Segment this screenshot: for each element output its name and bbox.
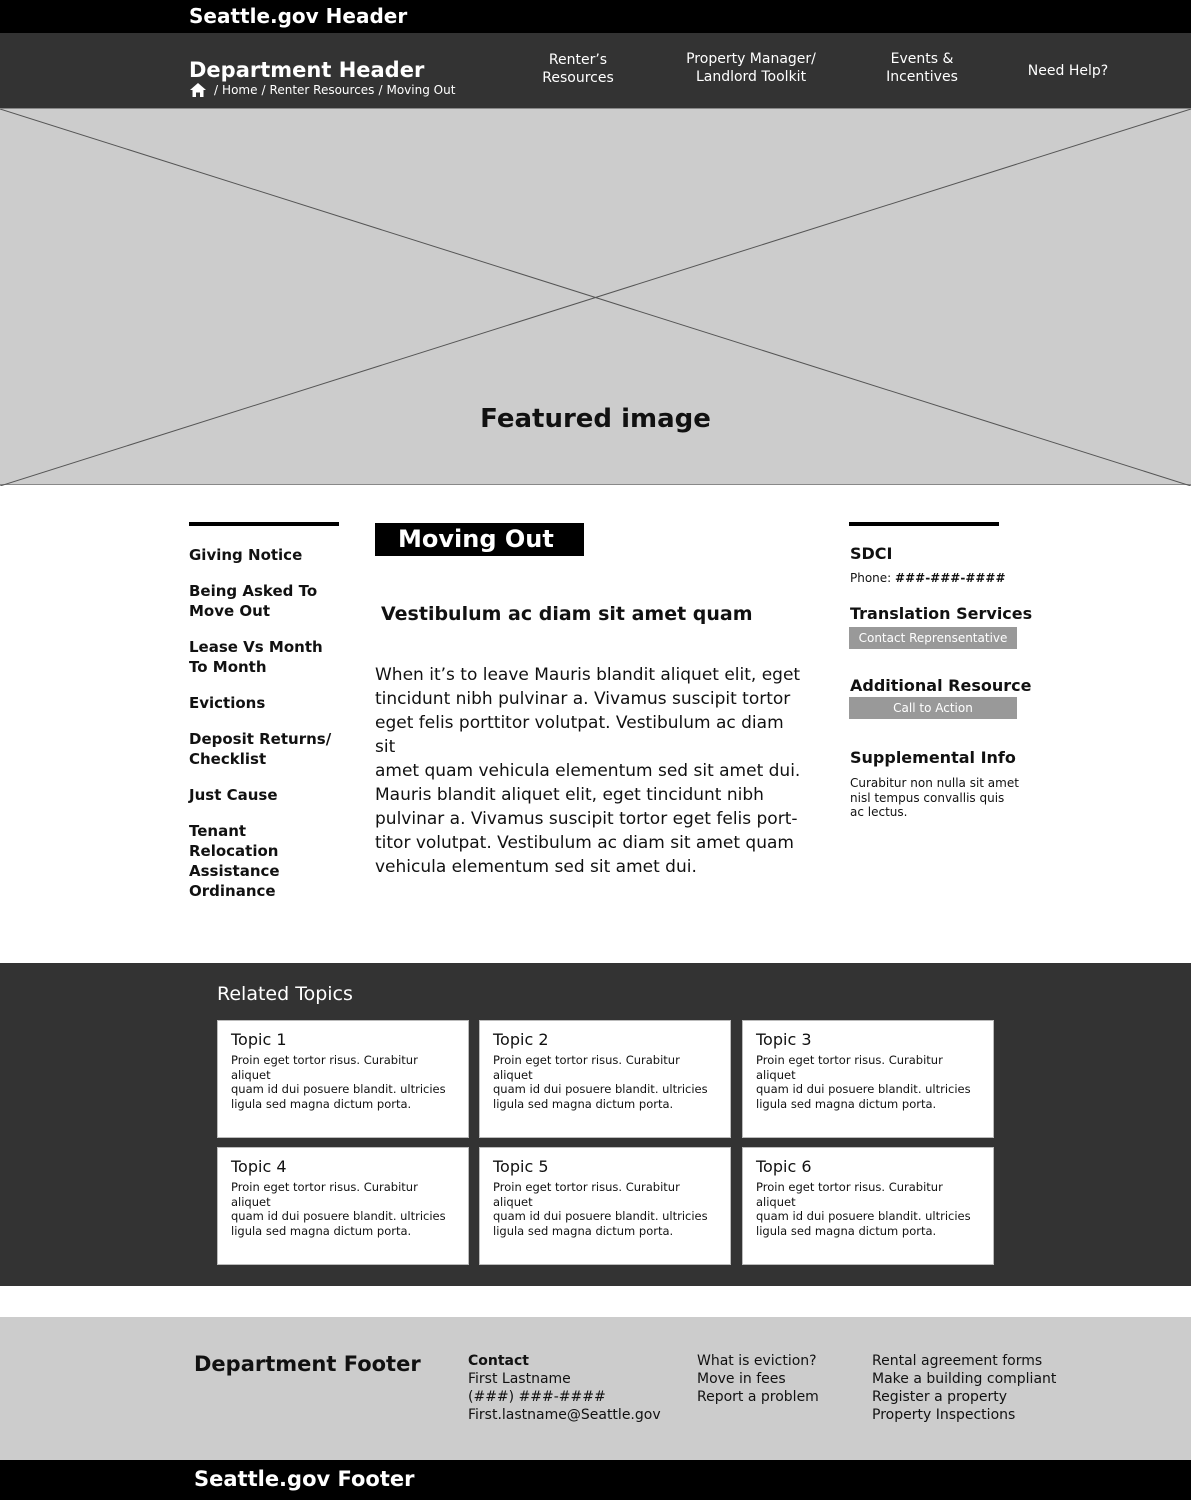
nav-events-incentives-line2: Incentives	[886, 69, 958, 85]
footer-link-register-property[interactable]: Register a property	[872, 1389, 1008, 1405]
nav-events-incentives-line1: Events &	[890, 51, 954, 67]
sidebar-phone	[850, 571, 1006, 585]
left-nav-label: Giving Notice	[189, 546, 303, 564]
left-nav-label: Assistance	[189, 862, 280, 880]
site-header-title[interactable]: Seattle.gov Header	[189, 4, 408, 28]
breadcrumb-current: Moving Out	[386, 83, 456, 97]
topic-card-body	[231, 1180, 455, 1238]
footer-contact	[468, 1352, 661, 1424]
topic-card-title: Topic 5	[493, 1157, 549, 1176]
topic-card-body	[493, 1180, 717, 1238]
nav-landlord-toolkit-line1: Property Manager/	[686, 51, 816, 67]
footer-links-1	[697, 1352, 819, 1406]
card-body-line: Proin eget tortor risus. Curabitur aliquet	[493, 1053, 680, 1082]
supplemental-line: nisl tempus convallis quis	[850, 790, 1005, 805]
card-body-line: ligula sed magna dictum porta.	[756, 1223, 937, 1238]
card-body-line: quam id dui posuere blandit. ultricies	[231, 1082, 446, 1096]
paragraph-line: tincidunt nibh pulvinar a. Vivamus suscipit tortor	[375, 689, 791, 709]
sidebar-divider	[849, 522, 999, 526]
left-nav-just-cause[interactable]	[189, 785, 339, 805]
footer-contact-heading: Contact	[468, 1353, 529, 1369]
left-nav-label: Lease Vs Month	[189, 638, 323, 656]
card-body-line: quam id dui posuere blandit. ultricies	[231, 1209, 446, 1223]
card-body-line: Proin eget tortor risus. Curabitur aliquet	[493, 1180, 680, 1209]
left-nav-label: To Month	[189, 658, 267, 676]
related-topics-title: Related Topics	[217, 983, 353, 1005]
card-body-line: ligula sed magna dictum porta.	[756, 1096, 937, 1111]
footer-contact-email[interactable]: First.lastname@Seattle.gov	[468, 1407, 661, 1423]
topic-card-4[interactable]	[217, 1147, 469, 1265]
breadcrumb: / Home / Renter Resources / Moving Out	[190, 83, 455, 97]
left-nav-lease-vs-month[interactable]	[189, 637, 339, 677]
paragraph-line: pulvinar a. Vivamus suscipit tortor eget felis port-	[375, 809, 798, 829]
sidebar-sdci-title: SDCI	[850, 544, 893, 563]
featured-image	[0, 108, 1191, 485]
contact-representative-button[interactable]: Contact Reprensentative	[849, 627, 1017, 649]
footer-contact-name: First Lastname	[468, 1371, 571, 1387]
card-body-line: Proin eget tortor risus. Curabitur aliquet	[756, 1180, 943, 1209]
related-topics	[0, 963, 1191, 1286]
paragraph-line: Mauris blandit aliquet elit, eget tincidunt nibh	[375, 785, 764, 805]
left-nav-label: Being Asked To	[189, 582, 318, 600]
site-footer	[0, 1460, 1191, 1500]
topic-card-body	[756, 1180, 980, 1238]
left-nav-tenant-relocation[interactable]	[189, 821, 339, 901]
left-nav-label: Move Out	[189, 602, 271, 620]
page-title: Moving Out	[375, 523, 584, 556]
topic-card-body	[756, 1053, 980, 1111]
nav-landlord-toolkit-line2: Landlord Toolkit	[695, 69, 807, 85]
card-body-line: ligula sed magna dictum porta.	[493, 1223, 674, 1238]
card-body-line: quam id dui posuere blandit. ultricies	[493, 1082, 708, 1096]
content-paragraph-1	[375, 663, 805, 783]
footer-link-building-compliant[interactable]: Make a building compliant	[872, 1371, 1057, 1387]
card-body-line: ligula sed magna dictum porta.	[231, 1096, 412, 1111]
topic-card-title: Topic 4	[231, 1157, 287, 1176]
paragraph-line: amet quam vehicula elementum sed sit amet dui.	[375, 761, 801, 781]
card-body-line: Proin eget tortor risus. Curabitur aliquet	[231, 1053, 418, 1082]
department-header	[0, 33, 1191, 108]
department-footer	[0, 1317, 1191, 1460]
nav-renters-resources-line1: Renter’s	[548, 52, 608, 68]
featured-image-caption: Featured image	[480, 404, 711, 434]
topic-card-6[interactable]	[742, 1147, 994, 1265]
left-nav-giving-notice[interactable]	[189, 545, 339, 565]
footer-link-what-is-eviction[interactable]: What is eviction?	[697, 1353, 817, 1369]
supplemental-line: Curabitur non nulla sit amet	[850, 776, 1019, 790]
card-body-line: Proin eget tortor risus. Curabitur aliquet	[756, 1053, 943, 1082]
paragraph-line: vehicula elementum sed sit amet dui.	[375, 857, 697, 877]
card-body-line: Proin eget tortor risus. Curabitur aliquet	[231, 1180, 418, 1209]
department-footer-title: Department Footer	[194, 1352, 421, 1376]
left-nav-evictions[interactable]	[189, 693, 339, 713]
nav-need-help-line1: Need Help?	[1027, 63, 1109, 79]
topic-card-3[interactable]	[742, 1020, 994, 1138]
department-title[interactable]: Department Header	[189, 58, 425, 82]
nav-renters-resources-line2: Resources	[542, 70, 614, 86]
topic-card-title: Topic 1	[231, 1030, 287, 1049]
nav-need-help[interactable]	[1018, 62, 1118, 80]
sidebar-translation-title: Translation Services	[850, 604, 1033, 623]
paragraph-line: eget felis porttitor volutpat. Vestibulum ac diam sit	[375, 713, 784, 757]
topic-card-title: Topic 2	[493, 1030, 549, 1049]
left-nav	[189, 522, 339, 917]
supplemental-line: ac lectus.	[850, 805, 908, 819]
topic-card-body	[493, 1053, 717, 1111]
paragraph-line: When it’s to leave Mauris blandit aliquet elit, eget	[375, 665, 801, 685]
left-nav-label: Evictions	[189, 694, 266, 712]
footer-contact-phone[interactable]: (###) ###-####	[468, 1389, 606, 1405]
content-paragraph-2	[375, 783, 805, 879]
site-header	[0, 0, 1191, 33]
sidebar-supplemental-text	[850, 776, 1019, 820]
topic-card-title: Topic 6	[756, 1157, 812, 1176]
card-body-line: quam id dui posuere blandit. ultricies	[756, 1209, 971, 1223]
site-footer-title[interactable]: Seattle.gov Footer	[194, 1467, 415, 1491]
nav-events-incentives[interactable]	[872, 50, 972, 86]
left-nav-label: Checklist	[189, 750, 267, 768]
footer-link-report-problem[interactable]: Report a problem	[697, 1389, 819, 1405]
left-nav-being-asked-to-move-out[interactable]	[189, 581, 339, 621]
sidebar-additional-title: Additional Resource	[850, 676, 1032, 695]
footer-link-rental-agreement-forms[interactable]: Rental agreement forms	[872, 1353, 1043, 1369]
call-to-action-button[interactable]: Call to Action	[849, 697, 1017, 719]
topic-card-1[interactable]	[217, 1020, 469, 1138]
left-nav-label: Deposit Returns/	[189, 730, 332, 748]
sidebar-supplemental-title: Supplemental Info	[850, 748, 1016, 767]
footer-link-property-inspections[interactable]: Property Inspections	[872, 1407, 1016, 1423]
breadcrumb-renter-resources[interactable]: Renter Resources	[269, 83, 375, 97]
topic-card-5[interactable]	[479, 1147, 731, 1265]
card-body-line: ligula sed magna dictum porta.	[493, 1096, 674, 1111]
topic-card-title: Topic 3	[756, 1030, 812, 1049]
topic-card-2[interactable]	[479, 1020, 731, 1138]
footer-links-2	[872, 1352, 1056, 1424]
paragraph-line: titor volutpat. Vestibulum ac diam sit amet quam	[375, 833, 794, 853]
phone-value[interactable]: ###-###-####	[895, 571, 1006, 585]
content-subheading: Vestibulum ac diam sit amet quam	[381, 603, 753, 625]
phone-label: Phone:	[850, 571, 896, 585]
breadcrumb-home[interactable]: Home	[222, 83, 258, 97]
left-nav-label: Tenant Relocation	[189, 822, 279, 860]
nav-renters-resources[interactable]	[528, 51, 628, 87]
nav-landlord-toolkit[interactable]	[676, 50, 826, 86]
left-nav-label: Just Cause	[189, 786, 278, 804]
left-nav-deposit-returns[interactable]	[189, 729, 339, 769]
card-body-line: quam id dui posuere blandit. ultricies	[493, 1209, 708, 1223]
card-body-line: ligula sed magna dictum porta.	[231, 1223, 412, 1238]
card-body-line: quam id dui posuere blandit. ultricies	[756, 1082, 971, 1096]
topic-card-body	[231, 1053, 455, 1111]
home-icon[interactable]	[190, 83, 206, 97]
left-nav-label: Ordinance	[189, 882, 276, 900]
footer-link-move-in-fees[interactable]: Move in fees	[697, 1371, 786, 1387]
